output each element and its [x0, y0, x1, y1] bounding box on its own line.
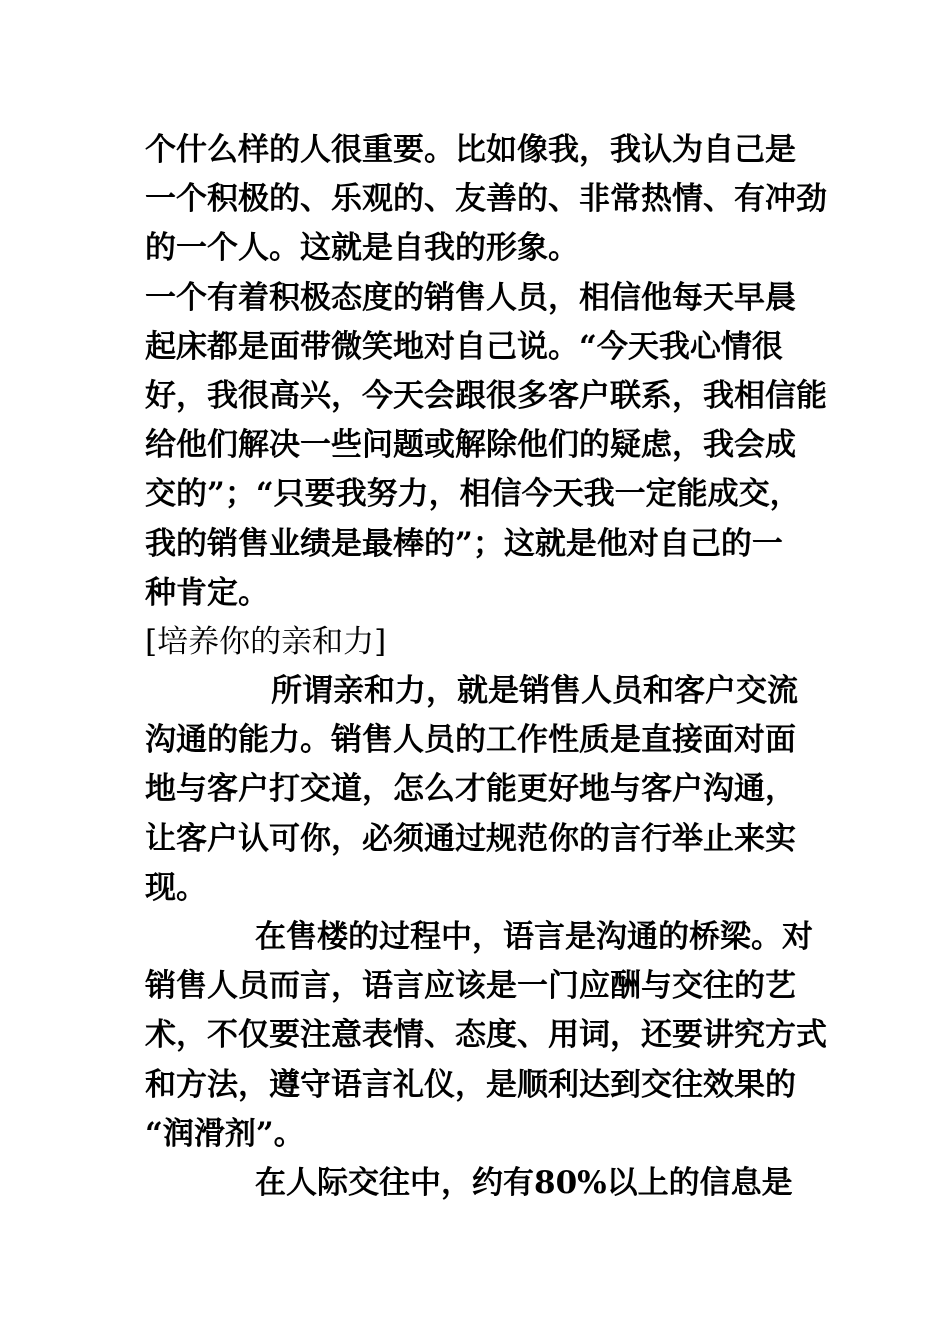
text-line: 个什么样的人很重要。比如像我，我认为自己是 [145, 132, 796, 168]
section-heading: [培养你的亲和力] [145, 623, 387, 660]
text-line: 地与客户打交道，怎么才能更好地与客户沟通， [145, 771, 796, 808]
text-line: 一个有着积极态度的销售人员，相信他每天早晨 [145, 279, 796, 316]
text-line: 起床都是面带微笑地对自己说。“今天我心情很 [145, 328, 783, 365]
text-line: 我的销售业绩是最棒的”；这就是他对自己的一 [145, 525, 783, 562]
text-line: 给他们解决一些问题或解除他们的疑虑，我会成 [145, 427, 796, 464]
text-line: 种肯定。 [145, 574, 269, 611]
text-line: 让客户认可你，必须通过规范你的言行举止来实 [145, 820, 796, 857]
text-line: 在售楼的过程中，语言是沟通的桥梁。对 [255, 919, 813, 955]
text-line: 沟通的能力。销售人员的工作性质是直接面对面 [145, 722, 796, 759]
text-line: 和方法，遵守语言礼仪，是顺利达到交往效果的 [145, 1066, 796, 1103]
text-line: “润滑剂”。 [145, 1115, 305, 1152]
text-line: 一个积极的、乐观的、友善的、非常热情、有冲劲 [145, 181, 827, 218]
text-line: 好，我很高兴，今天会跟很多客户联系，我相信能 [145, 377, 827, 414]
text-line: 所谓亲和力，就是销售人员和客户交流 [271, 673, 798, 710]
text-line: 术，不仅要注意表情、态度、用词，还要讲究方式 [145, 1017, 827, 1054]
text-line: 交的”；“只要我努力，相信今天我一定能成交， [145, 476, 801, 513]
document-body [145, 126, 827, 1208]
text-line: 销售人员而言，语言应该是一门应酬与交往的艺 [145, 968, 796, 1005]
text-line: 现。 [145, 869, 207, 906]
text-line: 的一个人。这就是自我的形象。 [145, 230, 579, 267]
text-line: 在人际交往中，约有80%以上的信息是 [255, 1164, 793, 1201]
